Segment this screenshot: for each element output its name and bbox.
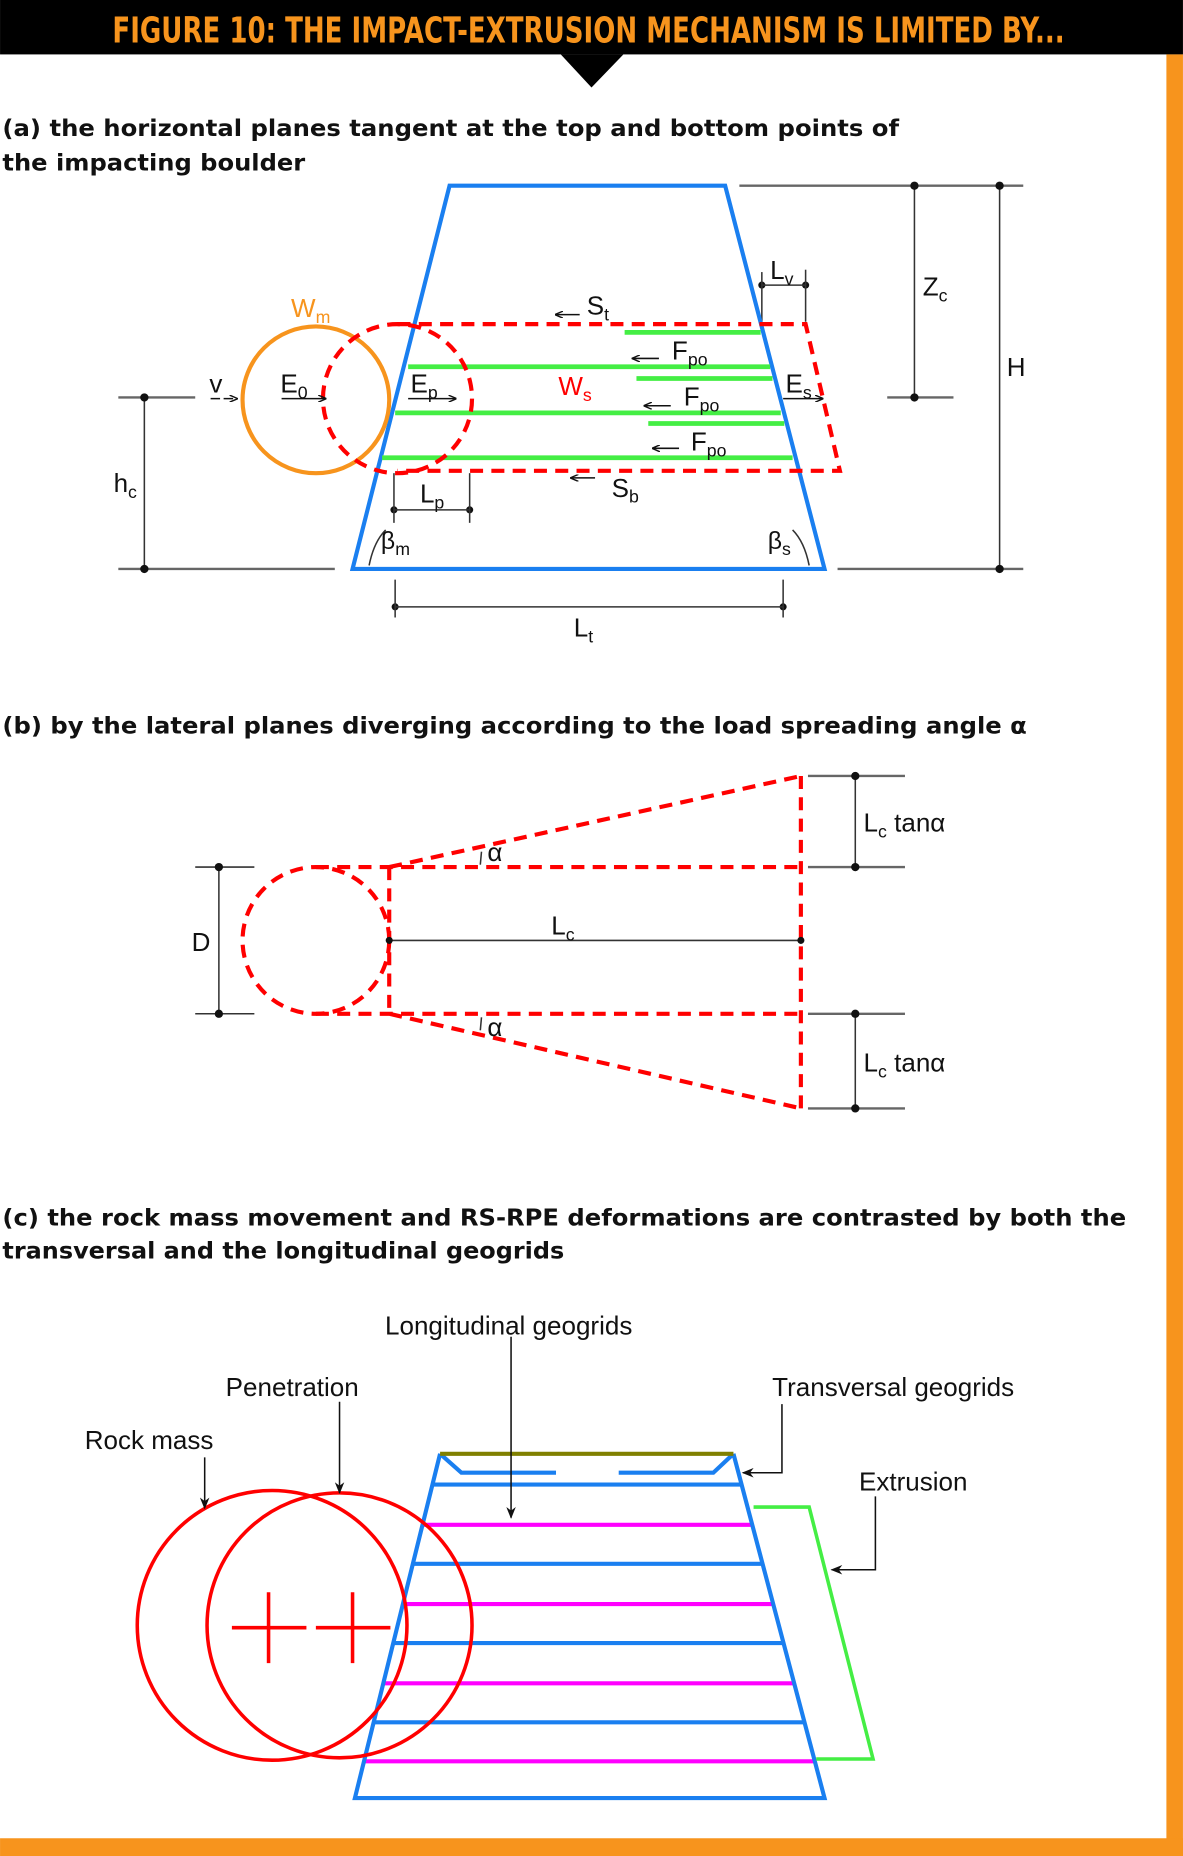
label-Lp: $L_p$ [419,478,445,513]
label-Fpo-3: $F_{po}$ [690,426,727,461]
label-beta-s: $\beta_s$ [767,527,791,559]
label-rock-mass: Rock mass [84,1425,214,1456]
label-transversal-geogrids: Transversal geogrids [772,1371,1015,1402]
label-Lt: $L_t$ [573,612,594,647]
diagram-a [114,182,1026,647]
label-extrusion: Extrusion [859,1466,968,1497]
label-Lc-tan-top: $L_c$ tanα [863,807,946,842]
boulder-section [243,867,390,1014]
label-Zc: $Z_c$ [922,271,948,306]
rock-mass-circle [137,1490,407,1760]
caption-c-line2: transversal and the longitudinal geogrids [2,1238,565,1265]
orange-side-bar [1166,54,1183,1856]
label-Lv: $L_v$ [770,255,794,290]
header-pointer [561,54,624,87]
label-penetration: Penetration [225,1371,359,1402]
center-crosses [232,1592,391,1663]
extruded-volume [398,324,840,471]
label-E0: $E_0$ [280,368,308,403]
label-Es: $E_s$ [785,368,812,403]
caption-c-line1: (c) the rock mass movement and RS-RPE deformations are contrasted by both the [2,1205,1127,1232]
diagram-b [192,772,946,1113]
label-Lc: $L_c$ [551,910,575,945]
label-hc: $h_c$ [113,468,137,503]
label-Fpo-2: $F_{po}$ [683,381,720,416]
label-Ws: $W_s$ [558,371,592,406]
figure-title: FIGURE 10: THE IMPACT-EXTRUSION MECHANISM IS LIMITED BY... [112,10,1065,52]
diagram-c [85,1310,1014,1798]
penetration-circle [207,1493,472,1758]
label-St: $S_t$ [586,290,610,325]
caption-b: (b) by the lateral planes diverging according to the load spreading angle α [2,713,1027,740]
label-v: v [209,368,223,399]
boulder-circle [243,326,390,473]
label-Wm: $W_m$ [291,293,331,327]
label-H: H [1006,352,1026,383]
label-alpha-bottom: α [487,1012,503,1043]
label-D: D [191,927,211,958]
label-Sb: $S_b$ [611,472,639,507]
caption-a-line2: the impacting boulder [2,150,306,177]
label-beta-m: $\beta_m$ [380,527,411,559]
label-Ep: $E_p$ [410,368,438,403]
orange-bottom-bar [0,1838,1183,1856]
label-Fpo-1: $F_{po}$ [671,335,708,370]
label-Lc-tan-bottom: $L_c$ tanα [863,1047,946,1082]
label-alpha-top: α [487,837,503,868]
label-longitudinal-geogrids: Longitudinal geogrids [385,1310,633,1341]
caption-a-line1: (a) the horizontal planes tangent at the top and bottom points of [2,116,901,143]
